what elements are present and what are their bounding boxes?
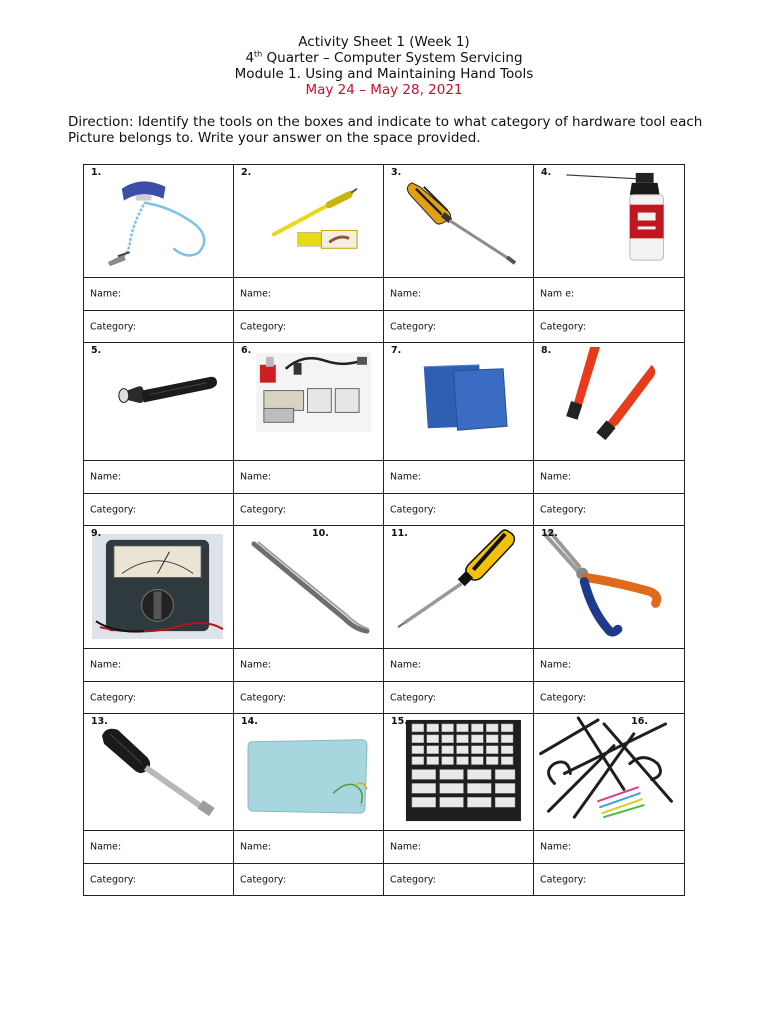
tool-grid — [83, 164, 685, 896]
name-field-15[interactable] — [384, 831, 534, 864]
item-number: 13. — [91, 716, 108, 727]
category-label: Category: — [240, 504, 286, 515]
name-field-6[interactable] — [234, 461, 384, 494]
category-field-12[interactable] — [534, 682, 684, 714]
tool-cell-6 — [234, 343, 384, 461]
name-field-5[interactable] — [84, 461, 234, 494]
category-field-15[interactable] — [384, 864, 534, 896]
category-field-8[interactable] — [534, 494, 684, 526]
name-label: Name: — [90, 471, 122, 483]
multimeter-icon — [84, 526, 233, 648]
name-label: Name: — [540, 841, 572, 853]
item-number: 1. — [91, 167, 102, 178]
quarter-line — [0, 50, 768, 66]
date-range: May 24 – May 28, 2021 — [305, 82, 463, 98]
category-label: Category: — [90, 874, 136, 886]
category-label: Category: — [390, 504, 436, 515]
item-number: 7. — [391, 345, 402, 356]
name-label: Name: — [90, 659, 122, 671]
category-field-14[interactable] — [234, 864, 384, 896]
category-field-10[interactable] — [234, 682, 384, 714]
tool-cell-2 — [234, 165, 384, 278]
category-label: Category: — [240, 321, 286, 332]
category-field-11[interactable] — [384, 682, 534, 714]
name-field-11[interactable] — [384, 649, 534, 682]
flashlight-icon — [84, 343, 233, 460]
part-retriever-icon — [234, 165, 383, 277]
tool-cell-7 — [384, 343, 534, 461]
item-number: 2. — [241, 167, 252, 178]
name-label: Name: — [240, 659, 272, 671]
item-number: 4. — [541, 167, 552, 178]
name-field-16[interactable] — [534, 831, 684, 864]
category-field-3[interactable] — [384, 311, 534, 343]
category-label: Category: — [90, 504, 136, 515]
category-label: Category: — [390, 321, 436, 332]
name-label: Nam e: — [540, 288, 575, 300]
anti-static-wrist-strap-icon — [84, 165, 233, 277]
name-field-8[interactable] — [534, 461, 684, 494]
item-number: 16. — [631, 716, 648, 727]
tool-cell-14 — [234, 714, 384, 831]
category-label: Category: — [540, 692, 586, 703]
name-label: Name: — [90, 288, 122, 300]
tool-cell-16 — [534, 714, 684, 831]
tool-cell-8 — [534, 343, 684, 461]
category-field-7[interactable] — [384, 494, 534, 526]
phillips-screwdriver-icon — [384, 526, 533, 648]
category-field-2[interactable] — [234, 311, 384, 343]
tweezers-icon — [234, 526, 383, 648]
name-label: Name: — [240, 471, 272, 483]
tool-cell-10 — [234, 526, 384, 649]
category-label: Category: — [90, 321, 136, 332]
name-label: Name: — [390, 471, 422, 483]
anti-static-mat-icon — [234, 714, 383, 830]
loopback-adapter-icon — [234, 343, 383, 460]
name-field-2[interactable] — [234, 278, 384, 311]
item-number: 10. — [312, 528, 329, 539]
item-number: 15. — [391, 716, 408, 727]
category-label: Category: — [240, 692, 286, 703]
category-label: Category: — [540, 321, 586, 332]
tool-cell-15 — [384, 714, 534, 831]
category-label: Category: — [540, 504, 586, 515]
tool-cell-12 — [534, 526, 684, 649]
category-field-9[interactable] — [84, 682, 234, 714]
tool-cell-4 — [534, 165, 684, 278]
torx-screwdriver-icon — [534, 343, 684, 460]
category-field-5[interactable] — [84, 494, 234, 526]
tool-cell-3 — [384, 165, 534, 278]
module-title: Module 1. Using and Maintaining Hand Tools — [234, 66, 534, 82]
quarter-subject: Quarter – Computer System Servicing — [262, 50, 523, 66]
item-number: 8. — [541, 345, 552, 356]
item-number: 11. — [391, 528, 408, 539]
name-label: Name: — [540, 659, 572, 671]
name-label: Name: — [240, 288, 272, 300]
compressed-air-can-icon — [534, 165, 684, 277]
part-organizer-icon — [384, 714, 533, 830]
direction-text: Direction: Identify the tools on the boxes and indicate to what category of hardware tool each Picture belongs to. Write your answer on the space provided. — [68, 114, 703, 146]
cable-ties-icon — [534, 714, 684, 830]
category-field-16[interactable] — [534, 864, 684, 896]
item-number: 5. — [91, 345, 102, 356]
name-field-10[interactable] — [234, 649, 384, 682]
category-field-1[interactable] — [84, 311, 234, 343]
name-label: Name: — [90, 841, 122, 853]
name-field-9[interactable] — [84, 649, 234, 682]
flat-head-screwdriver-icon — [384, 165, 533, 277]
quarter-ordinal: th — [254, 49, 263, 59]
lint-free-cloth-icon — [384, 343, 533, 460]
name-field-7[interactable] — [384, 461, 534, 494]
item-number: 3. — [391, 167, 402, 178]
category-field-6[interactable] — [234, 494, 384, 526]
name-label: Name: — [390, 841, 422, 853]
name-label: Name: — [540, 471, 572, 483]
name-field-4[interactable] — [534, 278, 684, 311]
item-number: 6. — [241, 345, 252, 356]
tool-cell-9 — [84, 526, 234, 649]
needle-nose-pliers-icon — [534, 526, 684, 648]
tool-cell-13 — [84, 714, 234, 831]
category-label: Category: — [540, 874, 586, 886]
category-label: Category: — [390, 692, 436, 703]
item-number: 14. — [241, 716, 258, 727]
name-label: Name: — [240, 841, 272, 853]
category-field-13[interactable] — [84, 864, 234, 896]
name-label: Name: — [390, 659, 422, 671]
item-number: 9. — [91, 528, 102, 539]
category-label: Category: — [240, 874, 286, 886]
tool-cell-11 — [384, 526, 534, 649]
sheet-header — [0, 34, 768, 98]
name-field-13[interactable] — [84, 831, 234, 864]
hex-driver-icon — [84, 714, 233, 830]
category-label: Category: — [90, 692, 136, 703]
name-field-3[interactable] — [384, 278, 534, 311]
name-field-1[interactable] — [84, 278, 234, 311]
tool-cell-5 — [84, 343, 234, 461]
name-field-12[interactable] — [534, 649, 684, 682]
item-number: 12. — [541, 528, 558, 539]
quarter-number: 4 — [245, 50, 255, 66]
name-label: Name: — [390, 288, 422, 300]
name-field-14[interactable] — [234, 831, 384, 864]
tool-cell-1 — [84, 165, 234, 278]
category-field-4[interactable] — [534, 311, 684, 343]
category-label: Category: — [390, 874, 436, 886]
sheet-title: Activity Sheet 1 (Week 1) — [298, 34, 470, 50]
